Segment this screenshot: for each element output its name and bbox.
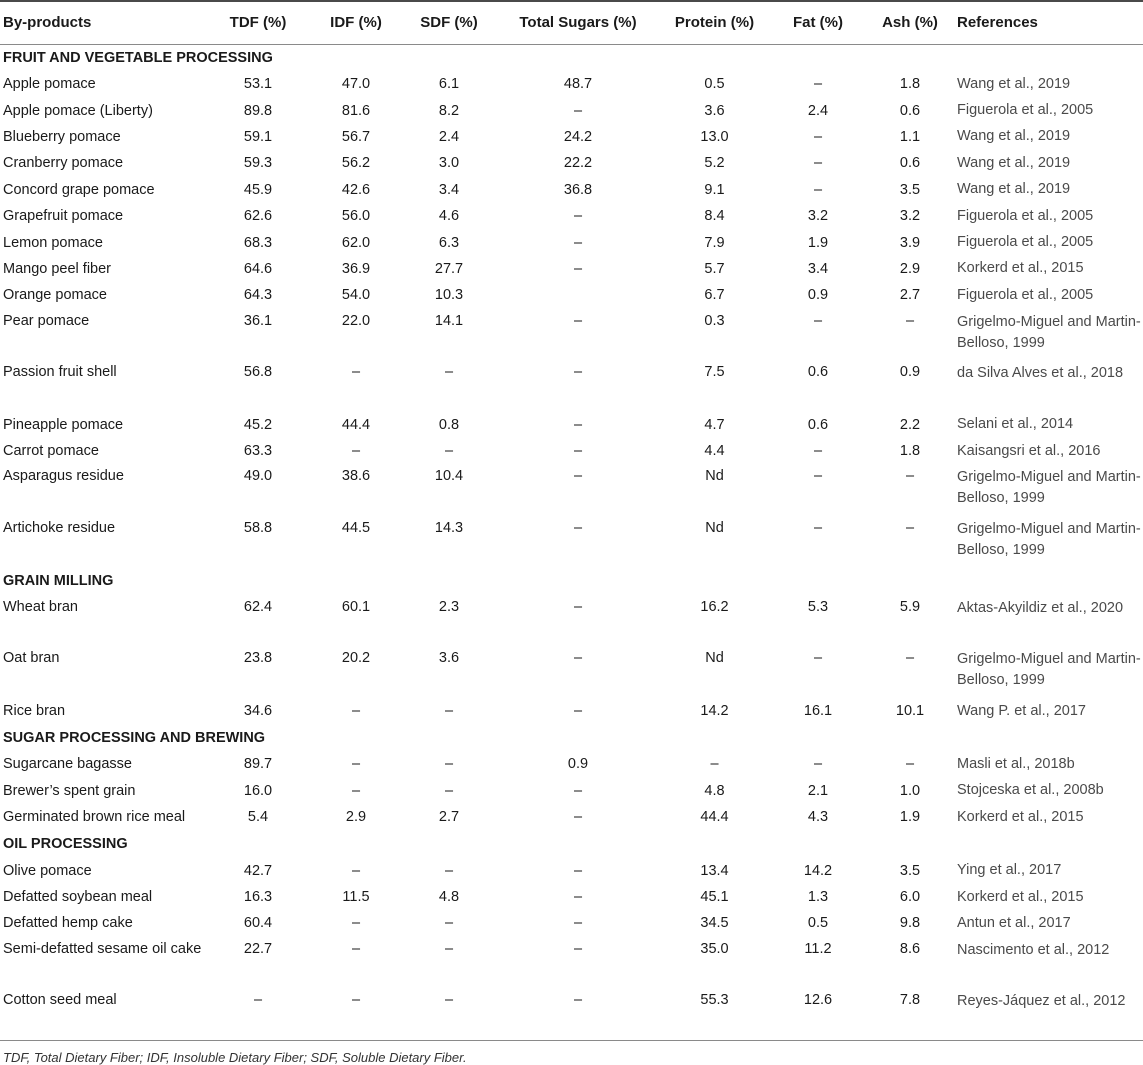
cell-fat: 1.3 bbox=[807, 889, 829, 905]
cell-name: Defatted hemp cake bbox=[3, 915, 133, 932]
header-references: References bbox=[953, 1, 1143, 44]
cell-name: Pear pomace bbox=[3, 312, 90, 329]
table-footnote: TDF, Total Dietary Fiber; IDF, Insoluble Dietary Fiber; SDF, Soluble Dietary Fiber. bbox=[0, 1040, 1143, 1065]
cell-idf: 2.9 bbox=[345, 809, 367, 826]
cell-fat: 12.6 bbox=[769, 988, 867, 1040]
table-row bbox=[0, 150, 1143, 176]
cell-reference: Wang et al., 2019 bbox=[957, 154, 1071, 171]
cell-ash: 10.1 bbox=[895, 703, 925, 720]
cell-fat: 5.3 bbox=[807, 598, 829, 615]
cell-tdf: 16.3 bbox=[243, 889, 273, 905]
table-row bbox=[0, 282, 1143, 308]
table-row bbox=[0, 203, 1143, 229]
cell-name: Mango peel fiber bbox=[3, 260, 112, 277]
cell-ash: 2.2 bbox=[899, 416, 921, 433]
cell-idf: 47.0 bbox=[341, 76, 371, 93]
table-row bbox=[0, 698, 1143, 724]
cell-idf: 60.1 bbox=[341, 598, 371, 615]
cell-ash: – bbox=[905, 650, 915, 667]
cell-reference: Stojceska et al., 2008b bbox=[957, 782, 1104, 799]
cell-idf: – bbox=[351, 782, 361, 799]
cell-total-sugars: – bbox=[573, 650, 583, 667]
cell-sdf: – bbox=[444, 756, 454, 773]
cell-tdf: 5.4 bbox=[247, 809, 269, 826]
cell-reference: da Silva Alves et al., 2018 bbox=[957, 365, 1124, 382]
cell-total-sugars: – bbox=[573, 520, 583, 537]
cell-tdf: 34.6 bbox=[243, 703, 273, 720]
cell-idf: 44.4 bbox=[341, 416, 371, 433]
header-sdf: SDF (%) bbox=[402, 1, 496, 44]
cell-idf: 20.2 bbox=[341, 650, 371, 667]
cell-reference: Reyes-Jáquez et al., 2012 bbox=[953, 988, 1143, 1040]
cell-name: Brewer’s spent grain bbox=[3, 782, 136, 799]
cell-reference: Selani et al., 2014 bbox=[957, 416, 1074, 433]
cell-sdf: – bbox=[444, 364, 454, 381]
section-title: FRUIT AND VEGETABLE PROCESSING bbox=[3, 49, 273, 66]
cell-total-sugars: – bbox=[573, 940, 583, 957]
cell-fat: 0.6 bbox=[807, 416, 829, 433]
section-header-row bbox=[0, 44, 1143, 71]
cell-tdf: 49.0 bbox=[243, 468, 273, 485]
cell-ash: 1.9 bbox=[899, 809, 921, 826]
cell-sdf: 6.1 bbox=[438, 76, 460, 93]
table-row bbox=[0, 804, 1143, 830]
cell-total-sugars: – bbox=[573, 598, 583, 615]
cell-idf: 62.0 bbox=[341, 234, 371, 251]
cell-idf: – bbox=[351, 862, 361, 879]
cell-fat: 14.2 bbox=[803, 862, 833, 879]
cell-sdf: 8.2 bbox=[438, 102, 460, 119]
cell-ash: 9.8 bbox=[899, 915, 921, 932]
cell-protein: – bbox=[710, 756, 719, 773]
cell-idf: 56.2 bbox=[341, 155, 371, 172]
table-row bbox=[0, 646, 1143, 698]
cell-reference: Masli et al., 2018b bbox=[957, 755, 1075, 772]
cell-name: Pineapple pomace bbox=[3, 416, 124, 433]
cell-sdf: 3.6 bbox=[438, 650, 460, 667]
cell-idf: – bbox=[351, 940, 361, 957]
cell-protein: 4.4 bbox=[704, 443, 725, 460]
cell-protein: 5.2 bbox=[704, 155, 725, 172]
cell-ash: 2.7 bbox=[899, 287, 921, 304]
cell-reference: Aktas-Akyildiz et al., 2020 bbox=[957, 599, 1124, 616]
cell-reference: Wang et al., 2019 bbox=[957, 75, 1071, 92]
cell-name: Artichoke residue bbox=[3, 520, 116, 537]
cell-fat: – bbox=[813, 520, 823, 537]
cell-idf: 81.6 bbox=[341, 102, 371, 119]
cell-protein: 5.7 bbox=[704, 260, 725, 277]
cell-fat: 11.2 bbox=[804, 940, 832, 957]
table-row bbox=[0, 412, 1143, 438]
cell-reference: Antun et al., 2017 bbox=[957, 914, 1071, 931]
cell-sdf: – bbox=[444, 443, 454, 460]
cell-idf: 38.6 bbox=[341, 468, 371, 485]
cell-name: Passion fruit shell bbox=[3, 364, 117, 381]
cell-total-sugars: 48.7 bbox=[563, 76, 593, 93]
cell-sdf: – bbox=[444, 703, 454, 720]
cell-reference: Wang et al., 2019 bbox=[957, 128, 1071, 145]
cell-protein: Nd bbox=[705, 650, 724, 667]
cell-tdf: 68.3 bbox=[243, 234, 273, 251]
cell-name: Sugarcane bagasse bbox=[3, 756, 132, 773]
cell-reference: Korkerd et al., 2015 bbox=[957, 888, 1084, 905]
cell-sdf: 4.8 bbox=[438, 889, 460, 905]
cell-protein: 13.4 bbox=[700, 862, 729, 879]
cell-total-sugars: – bbox=[573, 443, 583, 460]
cell-name: Olive pomace bbox=[3, 862, 92, 879]
section-title: GRAIN MILLING bbox=[3, 573, 114, 590]
cell-tdf: 56.8 bbox=[243, 364, 273, 381]
cell-name: Lemon pomace bbox=[3, 234, 103, 251]
cell-idf: 44.5 bbox=[341, 520, 371, 537]
table-row bbox=[0, 124, 1143, 150]
cell-fat: 4.3 bbox=[807, 809, 829, 826]
cell-ash: 2.9 bbox=[899, 260, 921, 277]
cell-sdf: – bbox=[444, 862, 454, 879]
cell-ash: 6.0 bbox=[899, 889, 921, 905]
cell-total-sugars: – bbox=[573, 809, 583, 826]
cell-total-sugars: – bbox=[573, 468, 583, 485]
cell-protein: Nd bbox=[705, 520, 724, 537]
table-row bbox=[0, 309, 1143, 361]
cell-protein: 7.5 bbox=[704, 364, 725, 381]
cell-protein: 16.2 bbox=[700, 598, 729, 615]
cell-sdf: 3.0 bbox=[438, 155, 460, 172]
cell-fat: – bbox=[813, 76, 823, 93]
cell-total-sugars: – bbox=[573, 260, 583, 277]
cell-fat: – bbox=[813, 155, 823, 172]
cell-fat: 0.5 bbox=[807, 915, 829, 932]
cell-ash: 3.5 bbox=[899, 862, 921, 879]
table-row bbox=[0, 177, 1143, 203]
cell-name: Germinated brown rice meal bbox=[3, 809, 186, 826]
cell-tdf: 60.4 bbox=[243, 915, 273, 932]
table-row bbox=[0, 464, 1143, 516]
cell-reference: Wang et al., 2019 bbox=[957, 181, 1071, 198]
section-header-row bbox=[0, 830, 1143, 857]
cell-idf: 22.0 bbox=[341, 312, 371, 329]
cell-protein: 14.2 bbox=[700, 703, 729, 720]
table-row bbox=[0, 438, 1143, 464]
table-row bbox=[0, 937, 1143, 989]
cell-idf: – bbox=[310, 988, 402, 1040]
cell-tdf: 53.1 bbox=[243, 76, 273, 93]
cell-total-sugars: – bbox=[573, 234, 583, 251]
cell-protein: 34.5 bbox=[700, 915, 729, 932]
table-row bbox=[0, 988, 1143, 1040]
cell-protein: 35.0 bbox=[700, 940, 729, 957]
cell-protein: 8.4 bbox=[704, 208, 725, 225]
cell-tdf: – bbox=[206, 988, 310, 1040]
cell-name: Carrot pomace bbox=[3, 443, 99, 460]
cell-idf: – bbox=[351, 364, 361, 381]
cell-ash: 8.6 bbox=[899, 940, 921, 957]
cell-fat: 0.6 bbox=[807, 364, 829, 381]
table-header-row bbox=[0, 1, 1143, 44]
cell-ash: 1.1 bbox=[899, 128, 921, 145]
cell-ash: 3.5 bbox=[899, 181, 921, 198]
cell-idf: – bbox=[351, 756, 361, 773]
cell-tdf: 59.3 bbox=[243, 155, 273, 172]
cell-ash: – bbox=[905, 468, 915, 485]
cell-sdf: – bbox=[444, 782, 454, 799]
cell-total-sugars: 36.8 bbox=[563, 181, 593, 198]
header-by-products: By-products bbox=[0, 1, 206, 44]
cell-idf: 42.6 bbox=[341, 181, 371, 198]
cell-reference: Ying et al., 2017 bbox=[957, 862, 1062, 879]
cell-total-sugars: – bbox=[573, 102, 583, 119]
header-ash: Ash (%) bbox=[867, 1, 953, 44]
cell-name: Semi-defatted sesame oil cake bbox=[3, 940, 202, 957]
cell-idf: 56.0 bbox=[341, 208, 371, 225]
cell-sdf: 10.4 bbox=[434, 468, 464, 485]
cell-name: Grapefruit pomace bbox=[3, 208, 124, 225]
cell-tdf: 58.8 bbox=[243, 520, 273, 537]
cell-sdf: 3.4 bbox=[438, 181, 460, 198]
cell-protein: 13.0 bbox=[700, 128, 729, 145]
table-row bbox=[0, 778, 1143, 804]
cell-total-sugars: – bbox=[573, 915, 583, 932]
cell-sdf: 2.4 bbox=[438, 128, 460, 145]
cell-reference: Figuerola et al., 2005 bbox=[957, 234, 1094, 251]
cell-protein: 55.3 bbox=[660, 988, 769, 1040]
cell-protein: 0.3 bbox=[704, 312, 725, 329]
cell-reference: Grigelmo-Miguel and Martin-Belloso, 1999 bbox=[957, 651, 1141, 689]
cell-ash: 1.8 bbox=[899, 76, 921, 93]
cell-sdf: – bbox=[444, 940, 454, 957]
cell-fat: – bbox=[813, 756, 823, 773]
cell-total-sugars: – bbox=[573, 782, 583, 799]
cell-name: Apple pomace (Liberty) bbox=[3, 102, 153, 119]
cell-name: Oat bran bbox=[3, 650, 60, 667]
section-title: SUGAR PROCESSING AND BREWING bbox=[3, 729, 266, 746]
cell-sdf: 2.3 bbox=[438, 598, 460, 615]
cell-reference: Korkerd et al., 2015 bbox=[957, 260, 1084, 277]
cell-fat: 1.9 bbox=[807, 234, 829, 251]
cell-total-sugars: – bbox=[573, 703, 583, 720]
cell-total-sugars: – bbox=[573, 862, 583, 879]
cell-ash: 0.9 bbox=[899, 364, 921, 381]
table-row bbox=[0, 910, 1143, 936]
cell-fat: – bbox=[813, 468, 823, 485]
table-row bbox=[0, 516, 1143, 568]
table-row bbox=[0, 97, 1143, 123]
table-row bbox=[0, 595, 1143, 647]
header-idf: IDF (%) bbox=[310, 1, 402, 44]
cell-fat: 2.1 bbox=[807, 782, 829, 799]
cell-reference: Figuerola et al., 2005 bbox=[957, 102, 1094, 119]
cell-fat: – bbox=[813, 128, 823, 145]
cell-tdf: 59.1 bbox=[243, 128, 273, 145]
cell-fat: 2.4 bbox=[807, 102, 829, 119]
table-row bbox=[0, 857, 1143, 883]
section-header-row bbox=[0, 568, 1143, 595]
cell-tdf: 16.0 bbox=[243, 782, 273, 799]
cell-name: Wheat bran bbox=[3, 598, 78, 615]
cell-idf: 36.9 bbox=[341, 260, 371, 277]
cell-total-sugars: – bbox=[496, 988, 660, 1040]
cell-tdf: 62.6 bbox=[243, 208, 273, 225]
cell-tdf: 89.8 bbox=[243, 102, 273, 119]
cell-ash: 1.0 bbox=[899, 782, 921, 799]
cell-name: Asparagus residue bbox=[3, 468, 124, 485]
cell-reference: Nascimento et al., 2012 bbox=[957, 941, 1110, 958]
cell-ash: 7.8 bbox=[867, 988, 953, 1040]
header-protein: Protein (%) bbox=[660, 1, 769, 44]
cell-fat: 16.1 bbox=[803, 703, 833, 720]
cell-reference: Grigelmo-Miguel and Martin-Belloso, 1999 bbox=[957, 313, 1141, 351]
cell-name: Apple pomace bbox=[3, 76, 96, 93]
cell-sdf: 10.3 bbox=[434, 287, 464, 304]
cell-idf: 11.5 bbox=[342, 889, 370, 905]
cell-tdf: 89.7 bbox=[243, 756, 273, 773]
table-row bbox=[0, 256, 1143, 282]
cell-name: Cranberry pomace bbox=[3, 155, 124, 172]
cell-protein: 7.9 bbox=[704, 234, 725, 251]
cell-reference: Figuerola et al., 2005 bbox=[957, 286, 1094, 303]
cell-protein: 44.4 bbox=[700, 809, 729, 826]
cell-tdf: 45.9 bbox=[243, 181, 273, 198]
cell-fat: – bbox=[813, 312, 823, 329]
table-row bbox=[0, 884, 1143, 910]
cell-ash: 5.9 bbox=[899, 598, 921, 615]
table-row bbox=[0, 360, 1143, 412]
cell-protein: 9.1 bbox=[704, 181, 725, 198]
section-header-row bbox=[0, 724, 1143, 751]
cell-reference: Korkerd et al., 2015 bbox=[957, 808, 1084, 825]
cell-name: Blueberry pomace bbox=[3, 128, 121, 145]
cell-fat: 0.9 bbox=[807, 287, 829, 304]
cell-protein: Nd bbox=[705, 468, 724, 485]
cell-ash: – bbox=[905, 520, 915, 537]
cell-tdf: 63.3 bbox=[243, 443, 273, 460]
cell-protein: 4.8 bbox=[704, 782, 725, 799]
cell-sdf: 14.1 bbox=[434, 312, 464, 329]
cell-fat: 3.4 bbox=[807, 260, 829, 277]
cell-sdf: 14.3 bbox=[434, 520, 464, 537]
cell-idf: 56.7 bbox=[341, 128, 371, 145]
table-body bbox=[0, 44, 1143, 1040]
cell-total-sugars: 0.9 bbox=[567, 756, 589, 773]
cell-total-sugars: – bbox=[573, 889, 583, 905]
cell-name: Orange pomace bbox=[3, 287, 107, 304]
cell-reference: Grigelmo-Miguel and Martin-Belloso, 1999 bbox=[957, 469, 1141, 507]
cell-reference: Figuerola et al., 2005 bbox=[957, 207, 1094, 224]
cell-protein: 45.1 bbox=[700, 889, 729, 905]
cell-name: Rice bran bbox=[3, 703, 66, 720]
cell-sdf: 0.8 bbox=[438, 416, 460, 433]
cell-fat: – bbox=[813, 181, 823, 198]
cell-sdf: 6.3 bbox=[438, 234, 460, 251]
cell-sdf: – bbox=[444, 915, 454, 932]
cell-protein: 6.7 bbox=[704, 287, 725, 304]
section-title: OIL PROCESSING bbox=[3, 835, 128, 852]
cell-tdf: 62.4 bbox=[243, 598, 273, 615]
cell-total-sugars bbox=[496, 282, 660, 308]
cell-ash: – bbox=[905, 756, 915, 773]
cell-tdf: 45.2 bbox=[243, 416, 273, 433]
cell-name: Defatted soybean meal bbox=[3, 889, 153, 905]
cell-idf: – bbox=[351, 703, 361, 720]
cell-fat: 3.2 bbox=[807, 208, 829, 225]
cell-reference: Wang P. et al., 2017 bbox=[957, 702, 1086, 719]
cell-tdf: 36.1 bbox=[243, 312, 273, 329]
header-tdf: TDF (%) bbox=[206, 1, 310, 44]
header-fat: Fat (%) bbox=[769, 1, 867, 44]
cell-sdf: 2.7 bbox=[438, 809, 460, 826]
cell-tdf: 64.3 bbox=[243, 287, 273, 304]
cell-sdf: 27.7 bbox=[434, 260, 464, 277]
table-row bbox=[0, 751, 1143, 777]
cell-total-sugars: – bbox=[573, 312, 583, 329]
cell-fat: – bbox=[813, 443, 823, 460]
cell-tdf: 64.6 bbox=[243, 260, 273, 277]
cell-total-sugars: 22.2 bbox=[563, 155, 593, 172]
cell-name: Concord grape pomace bbox=[3, 181, 155, 198]
cell-total-sugars: – bbox=[573, 208, 583, 225]
cell-total-sugars: – bbox=[573, 416, 583, 433]
cell-ash: 0.6 bbox=[899, 102, 921, 119]
cell-ash: 3.2 bbox=[899, 208, 921, 225]
cell-sdf: 4.6 bbox=[438, 208, 460, 225]
cell-tdf: 23.8 bbox=[243, 650, 273, 667]
cell-reference: Grigelmo-Miguel and Martin-Belloso, 1999 bbox=[957, 521, 1141, 559]
table-row bbox=[0, 71, 1143, 97]
cell-total-sugars: – bbox=[573, 364, 583, 381]
cell-ash: 1.8 bbox=[899, 443, 921, 460]
cell-ash: 3.9 bbox=[899, 234, 921, 251]
cell-tdf: 42.7 bbox=[243, 862, 273, 879]
cell-protein: 4.7 bbox=[704, 416, 725, 433]
cell-name: Cotton seed meal bbox=[0, 988, 206, 1040]
cell-fat: – bbox=[813, 650, 823, 667]
cell-idf: 54.0 bbox=[341, 287, 371, 304]
header-total-sugars: Total Sugars (%) bbox=[496, 1, 660, 44]
cell-sdf: – bbox=[402, 988, 496, 1040]
cell-tdf: 22.7 bbox=[243, 940, 273, 957]
cell-protein: 3.6 bbox=[704, 102, 725, 119]
table-row bbox=[0, 229, 1143, 255]
cell-ash: 0.6 bbox=[899, 155, 921, 172]
cell-protein: 0.5 bbox=[704, 76, 725, 93]
cell-idf: – bbox=[351, 915, 361, 932]
cell-reference: Kaisangsri et al., 2016 bbox=[957, 442, 1101, 459]
cell-ash: – bbox=[905, 312, 915, 329]
cell-idf: – bbox=[351, 443, 361, 460]
cell-total-sugars: 24.2 bbox=[563, 128, 593, 145]
